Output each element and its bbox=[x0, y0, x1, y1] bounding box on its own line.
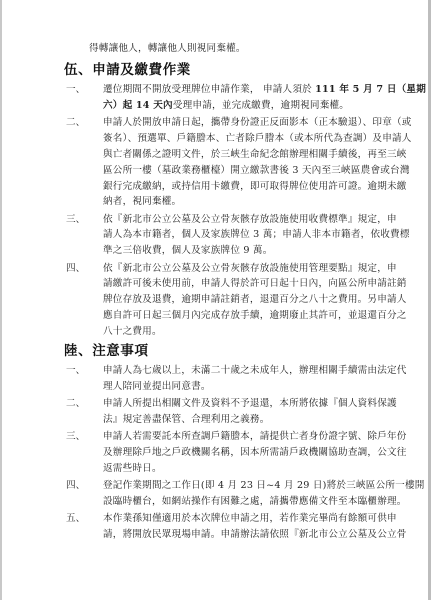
paragraph-line bbox=[103, 480, 425, 491]
section-heading: 伍、申請及繳費作業 bbox=[64, 62, 191, 78]
text-run: 法』規定善盡保管、合理利用之義務。 bbox=[103, 413, 270, 425]
text-run: 請，將開放民眾現場申請。申請辦法請依照『新北市公立公墓及公立骨 bbox=[103, 529, 407, 541]
text-run: 準之三倍收費，個人及家族牌位 9 萬。 bbox=[103, 245, 273, 257]
paragraph-line bbox=[103, 447, 407, 458]
text-run: 及辦理除戶地之戶政機關名稱，因本所需請戶政機關協助查調，公文往 bbox=[103, 447, 407, 459]
paragraph-line bbox=[103, 513, 397, 524]
bold-text: 111 年 5 月 7 日（星期 bbox=[315, 84, 427, 95]
paragraph-line bbox=[103, 463, 162, 474]
text-run: 與亡者關係之證明文件，於三峽生命紀念館辦理相關手續後，再至三峽 bbox=[103, 148, 407, 160]
text-run: 牌位存放及退費，逾期申請註銷者，退還百分之八十之費用。另申請人 bbox=[103, 294, 407, 306]
paragraph-line bbox=[103, 431, 407, 442]
paragraph-line bbox=[103, 229, 410, 240]
continuation-text: 得轉讓他人，轉讓他人則視同棄權。 bbox=[89, 43, 246, 54]
paragraph-line bbox=[103, 398, 397, 409]
item-number: 一、 bbox=[66, 84, 86, 95]
text-run: 申請人為七歲以上，未滿二十歲之未成年人，辦理相關手續需由法定代 bbox=[103, 365, 407, 376]
item-number: 四、 bbox=[66, 262, 86, 274]
text-run: 依『新北市公立公墓及公立骨灰骸存放設施使用收費標準』規定，申 bbox=[103, 213, 397, 225]
paragraph-line bbox=[103, 263, 397, 274]
text-run: 設臨時櫃台，如網站操作有困難之處，請攜帶應備文件至本臨櫃辦理。 bbox=[103, 496, 407, 507]
text-run: 遷位期間不開放受理牌位申請作業， 申請人須於 bbox=[103, 84, 316, 95]
paragraph-line bbox=[103, 149, 407, 160]
paragraph-line bbox=[103, 100, 349, 111]
paragraph-line bbox=[103, 245, 273, 256]
item-number: 二、 bbox=[66, 398, 86, 410]
paragraph-line bbox=[103, 133, 412, 144]
item-number: 四、 bbox=[66, 480, 86, 492]
text-run: 本作業孫知僅適用於本次牌位申請之用，若作業完畢尚有餘額可供申 bbox=[103, 513, 397, 525]
text-run: 申請人所提出相關文件及資料不予退還，本所將依據『個人資料保護 bbox=[103, 398, 397, 410]
paragraph-line bbox=[103, 84, 426, 95]
paragraph-line bbox=[103, 181, 407, 192]
text-run: 納者，視同棄權。 bbox=[103, 196, 182, 208]
text-run: 申請人於開放申請日起，攜帶身份證正反面影本（正本驗退）、印章（或 bbox=[103, 117, 412, 129]
text-run: 登記作業期間之工作日(即 4 月 23 日~4 月 29 日)將於三峽區公所一樓開 bbox=[103, 480, 425, 492]
text-run: 八十之費用。 bbox=[103, 325, 162, 337]
item-number: 三、 bbox=[66, 431, 86, 443]
section-heading: 陸、注意事項 bbox=[64, 343, 149, 359]
text-run: 請繳許可後未使用前，申請人得於許可日起十日內，向區公所申請註銷 bbox=[103, 278, 407, 290]
bold-text: 六）起 14 天內 bbox=[103, 99, 173, 111]
paragraph-line bbox=[103, 529, 407, 540]
item-number: 五、 bbox=[66, 513, 86, 525]
text-run: 應自許可日起三個月內完成存放手續，逾期廢止其許可，並退還百分之 bbox=[103, 310, 407, 322]
paragraph-line bbox=[103, 117, 412, 128]
paragraph-line bbox=[103, 365, 407, 376]
paragraph-line bbox=[103, 326, 162, 337]
paragraph-line bbox=[103, 214, 397, 225]
text-run: 依『新北市公立公墓及公立骨灰骸存放設施使用管理要點』規定，申 bbox=[103, 262, 397, 274]
text-run: 返需些時日。 bbox=[103, 462, 162, 474]
paragraph-line bbox=[103, 278, 407, 289]
paragraph-line bbox=[103, 294, 407, 305]
text-run: 受理申請，並完成繳費，逾期視同棄權。 bbox=[172, 99, 350, 111]
text-run: 理人陪同並提出同意書。 bbox=[103, 380, 211, 392]
text-run: 簽名）、預選單、戶籍謄本、亡者除戶謄本（或本所代為查調）及申請人 bbox=[103, 132, 412, 144]
item-number: 一、 bbox=[66, 365, 86, 376]
paragraph-line bbox=[103, 381, 211, 392]
text-run: 銀行完成繳納，或持信用卡繳費，即可取得牌位使用許可證。逾期未繳 bbox=[103, 180, 407, 192]
item-number: 三、 bbox=[66, 213, 86, 225]
paragraph-line bbox=[103, 496, 407, 507]
paragraph-line bbox=[103, 196, 181, 207]
item-number: 二、 bbox=[66, 117, 86, 129]
text-run: 請人為本市籍者，個人及家族牌位 3 萬；申請人非本市籍者，依收費標 bbox=[103, 229, 410, 241]
paragraph-line bbox=[103, 165, 410, 176]
text-run: 區公所一樓（墓政業務櫃檯）開立繳款書後 3 天內至三峽區農會或台灣 bbox=[103, 164, 410, 176]
paragraph-line bbox=[103, 310, 407, 321]
paragraph-line bbox=[103, 414, 270, 425]
text-run: 申請人若需要託本所查調戶籍謄本，請提供亡者身份證字號、除戶年份 bbox=[103, 431, 407, 443]
